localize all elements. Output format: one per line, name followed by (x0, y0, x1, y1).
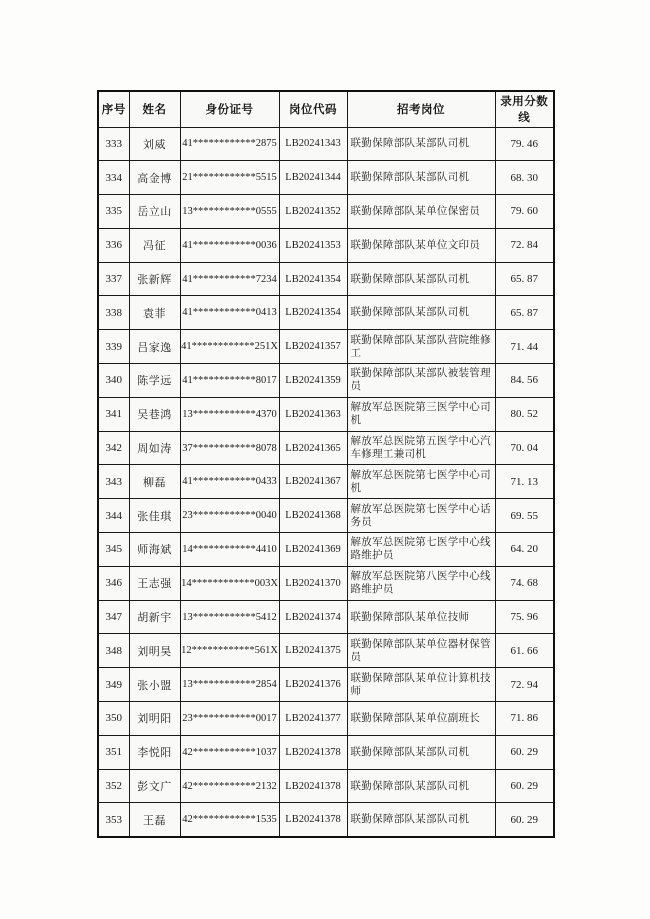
cell-code: LB20241368 (279, 499, 347, 533)
cell-code: LB20241375 (279, 634, 347, 668)
table-row (98, 296, 554, 330)
header-recruitment-position: 招考岗位 (347, 91, 495, 127)
cell-name: 彭文广 (129, 769, 180, 803)
header-position-code: 岗位代码 (279, 91, 347, 127)
table-row (98, 262, 554, 296)
cell-position: 联勤保障部队某部队司机 (347, 735, 495, 769)
table-row (98, 668, 554, 702)
cell-id: 13************2854 (180, 668, 279, 702)
cell-no: 349 (98, 668, 129, 702)
cell-score: 71. 86 (495, 702, 554, 736)
cell-score: 71. 13 (495, 465, 554, 499)
table-row (98, 228, 554, 262)
cell-code: LB20241376 (279, 668, 347, 702)
header-serial-number: 序号 (98, 91, 129, 127)
cell-code: LB20241343 (279, 127, 347, 161)
cell-code: LB20241354 (279, 262, 347, 296)
cell-id: 41************7234 (180, 262, 279, 296)
cell-score: 64. 20 (495, 533, 554, 567)
cell-position: 联勤保障部队某部队营院维修工 (347, 330, 495, 364)
cell-score: 71. 44 (495, 330, 554, 364)
cell-id: 37************8078 (180, 431, 279, 465)
cell-id: 41************2875 (180, 127, 279, 161)
cell-name: 袁菲 (129, 296, 180, 330)
cell-position: 联勤保障部队某部队司机 (347, 127, 495, 161)
cell-code: LB20241359 (279, 364, 347, 398)
cell-position: 解放军总医院第三医学中心司机 (347, 397, 495, 431)
cell-id: 12************561X (180, 634, 279, 668)
cell-score: 68. 30 (495, 161, 554, 195)
cell-score: 65. 87 (495, 296, 554, 330)
header-name: 姓名 (129, 91, 180, 127)
table-row (98, 600, 554, 634)
cell-position: 联勤保障部队某部队司机 (347, 296, 495, 330)
cell-name: 张新辉 (129, 262, 180, 296)
cell-name: 冯征 (129, 228, 180, 262)
cell-no: 342 (98, 431, 129, 465)
cell-score: 79. 46 (495, 127, 554, 161)
cell-score: 69. 55 (495, 499, 554, 533)
cell-id: 21************5515 (180, 161, 279, 195)
cell-code: LB20241367 (279, 465, 347, 499)
cell-code: LB20241369 (279, 533, 347, 567)
cell-no: 338 (98, 296, 129, 330)
cell-score: 75. 96 (495, 600, 554, 634)
recruitment-score-table (97, 90, 555, 838)
cell-code: LB20241370 (279, 566, 347, 600)
cell-code: LB20241344 (279, 161, 347, 195)
cell-position: 联勤保障部队某部队司机 (347, 161, 495, 195)
cell-no: 352 (98, 769, 129, 803)
cell-code: LB20241378 (279, 769, 347, 803)
table-header-row (98, 91, 554, 127)
cell-score: 80. 52 (495, 397, 554, 431)
table-row (98, 533, 554, 567)
cell-name: 岳立山 (129, 195, 180, 229)
cell-score: 60. 29 (495, 803, 554, 837)
cell-name: 吕家逸 (129, 330, 180, 364)
cell-name: 刘明阳 (129, 702, 180, 736)
table-row (98, 702, 554, 736)
cell-position: 解放军总医院第七医学中心话务员 (347, 499, 495, 533)
cell-position: 解放军总医院第八医学中心线路维护员 (347, 566, 495, 600)
cell-id: 41************0413 (180, 296, 279, 330)
cell-score: 60. 29 (495, 769, 554, 803)
cell-position: 解放军总医院第七医学中心线路维护员 (347, 533, 495, 567)
cell-position: 联勤保障部队某单位计算机技师 (347, 668, 495, 702)
cell-position: 联勤保障部队某部队被装管理员 (347, 364, 495, 398)
cell-no: 336 (98, 228, 129, 262)
cell-no: 334 (98, 161, 129, 195)
cell-no: 333 (98, 127, 129, 161)
cell-id: 41************0433 (180, 465, 279, 499)
cell-no: 353 (98, 803, 129, 837)
cell-no: 343 (98, 465, 129, 499)
table-row (98, 499, 554, 533)
cell-id: 13************5412 (180, 600, 279, 634)
table-row (98, 769, 554, 803)
cell-id: 14************003X (180, 566, 279, 600)
table-row (98, 735, 554, 769)
table-row (98, 634, 554, 668)
cell-id: 13************4370 (180, 397, 279, 431)
cell-id: 41************8017 (180, 364, 279, 398)
cell-position: 联勤保障部队某单位副班长 (347, 702, 495, 736)
cell-code: LB20241377 (279, 702, 347, 736)
cell-score: 84. 56 (495, 364, 554, 398)
cell-name: 张佳琪 (129, 499, 180, 533)
table-row (98, 364, 554, 398)
header-id-number: 身份证号 (180, 91, 279, 127)
cell-no: 348 (98, 634, 129, 668)
cell-id: 23************0017 (180, 702, 279, 736)
cell-position: 联勤保障部队某单位保密员 (347, 195, 495, 229)
cell-score: 70. 04 (495, 431, 554, 465)
cell-name: 张小盟 (129, 668, 180, 702)
table-row (98, 161, 554, 195)
table-body (98, 127, 554, 837)
table-row (98, 127, 554, 161)
cell-id: 41************251X (180, 330, 279, 364)
cell-code: LB20241378 (279, 803, 347, 837)
table-row (98, 397, 554, 431)
cell-name: 胡新宇 (129, 600, 180, 634)
table-row (98, 431, 554, 465)
table-row (98, 330, 554, 364)
cell-id: 23************0040 (180, 499, 279, 533)
cell-name: 吴巷鸿 (129, 397, 180, 431)
cell-name: 师海斌 (129, 533, 180, 567)
cell-score: 60. 29 (495, 735, 554, 769)
cell-position: 联勤保障部队某单位技师 (347, 600, 495, 634)
cell-code: LB20241353 (279, 228, 347, 262)
cell-code: LB20241374 (279, 600, 347, 634)
cell-name: 陈学远 (129, 364, 180, 398)
cell-id: 14************4410 (180, 533, 279, 567)
cell-score: 61. 66 (495, 634, 554, 668)
cell-id: 42************1037 (180, 735, 279, 769)
cell-name: 刘明昊 (129, 634, 180, 668)
cell-score: 72. 84 (495, 228, 554, 262)
cell-code: LB20241354 (279, 296, 347, 330)
cell-no: 351 (98, 735, 129, 769)
cell-code: LB20241378 (279, 735, 347, 769)
table-row (98, 803, 554, 837)
cell-no: 341 (98, 397, 129, 431)
table-row (98, 465, 554, 499)
cell-position: 联勤保障部队某部队司机 (347, 262, 495, 296)
cell-no: 347 (98, 600, 129, 634)
cell-name: 周如涛 (129, 431, 180, 465)
cell-id: 42************2132 (180, 769, 279, 803)
table-row (98, 195, 554, 229)
cell-no: 339 (98, 330, 129, 364)
cell-name: 高金博 (129, 161, 180, 195)
cell-name: 王志强 (129, 566, 180, 600)
header-admission-score-line: 录用分数线 (495, 91, 554, 127)
cell-position: 联勤保障部队某单位文印员 (347, 228, 495, 262)
cell-score: 74. 68 (495, 566, 554, 600)
cell-position: 联勤保障部队某部队司机 (347, 769, 495, 803)
cell-position: 解放军总医院第七医学中心司机 (347, 465, 495, 499)
cell-position: 联勤保障部队某单位器材保管员 (347, 634, 495, 668)
cell-score: 65. 87 (495, 262, 554, 296)
cell-no: 350 (98, 702, 129, 736)
cell-id: 41************0036 (180, 228, 279, 262)
cell-name: 李悦阳 (129, 735, 180, 769)
cell-no: 340 (98, 364, 129, 398)
cell-code: LB20241363 (279, 397, 347, 431)
cell-name: 柳磊 (129, 465, 180, 499)
cell-name: 王磊 (129, 803, 180, 837)
cell-no: 346 (98, 566, 129, 600)
cell-code: LB20241365 (279, 431, 347, 465)
cell-position: 联勤保障部队某部队司机 (347, 803, 495, 837)
cell-id: 13************0555 (180, 195, 279, 229)
cell-id: 42************1535 (180, 803, 279, 837)
cell-no: 337 (98, 262, 129, 296)
cell-code: LB20241352 (279, 195, 347, 229)
cell-no: 335 (98, 195, 129, 229)
cell-score: 79. 60 (495, 195, 554, 229)
cell-no: 345 (98, 533, 129, 567)
cell-position: 解放军总医院第五医学中心汽车修理工兼司机 (347, 431, 495, 465)
cell-code: LB20241357 (279, 330, 347, 364)
cell-score: 72. 94 (495, 668, 554, 702)
table-row (98, 566, 554, 600)
cell-no: 344 (98, 499, 129, 533)
cell-name: 刘威 (129, 127, 180, 161)
